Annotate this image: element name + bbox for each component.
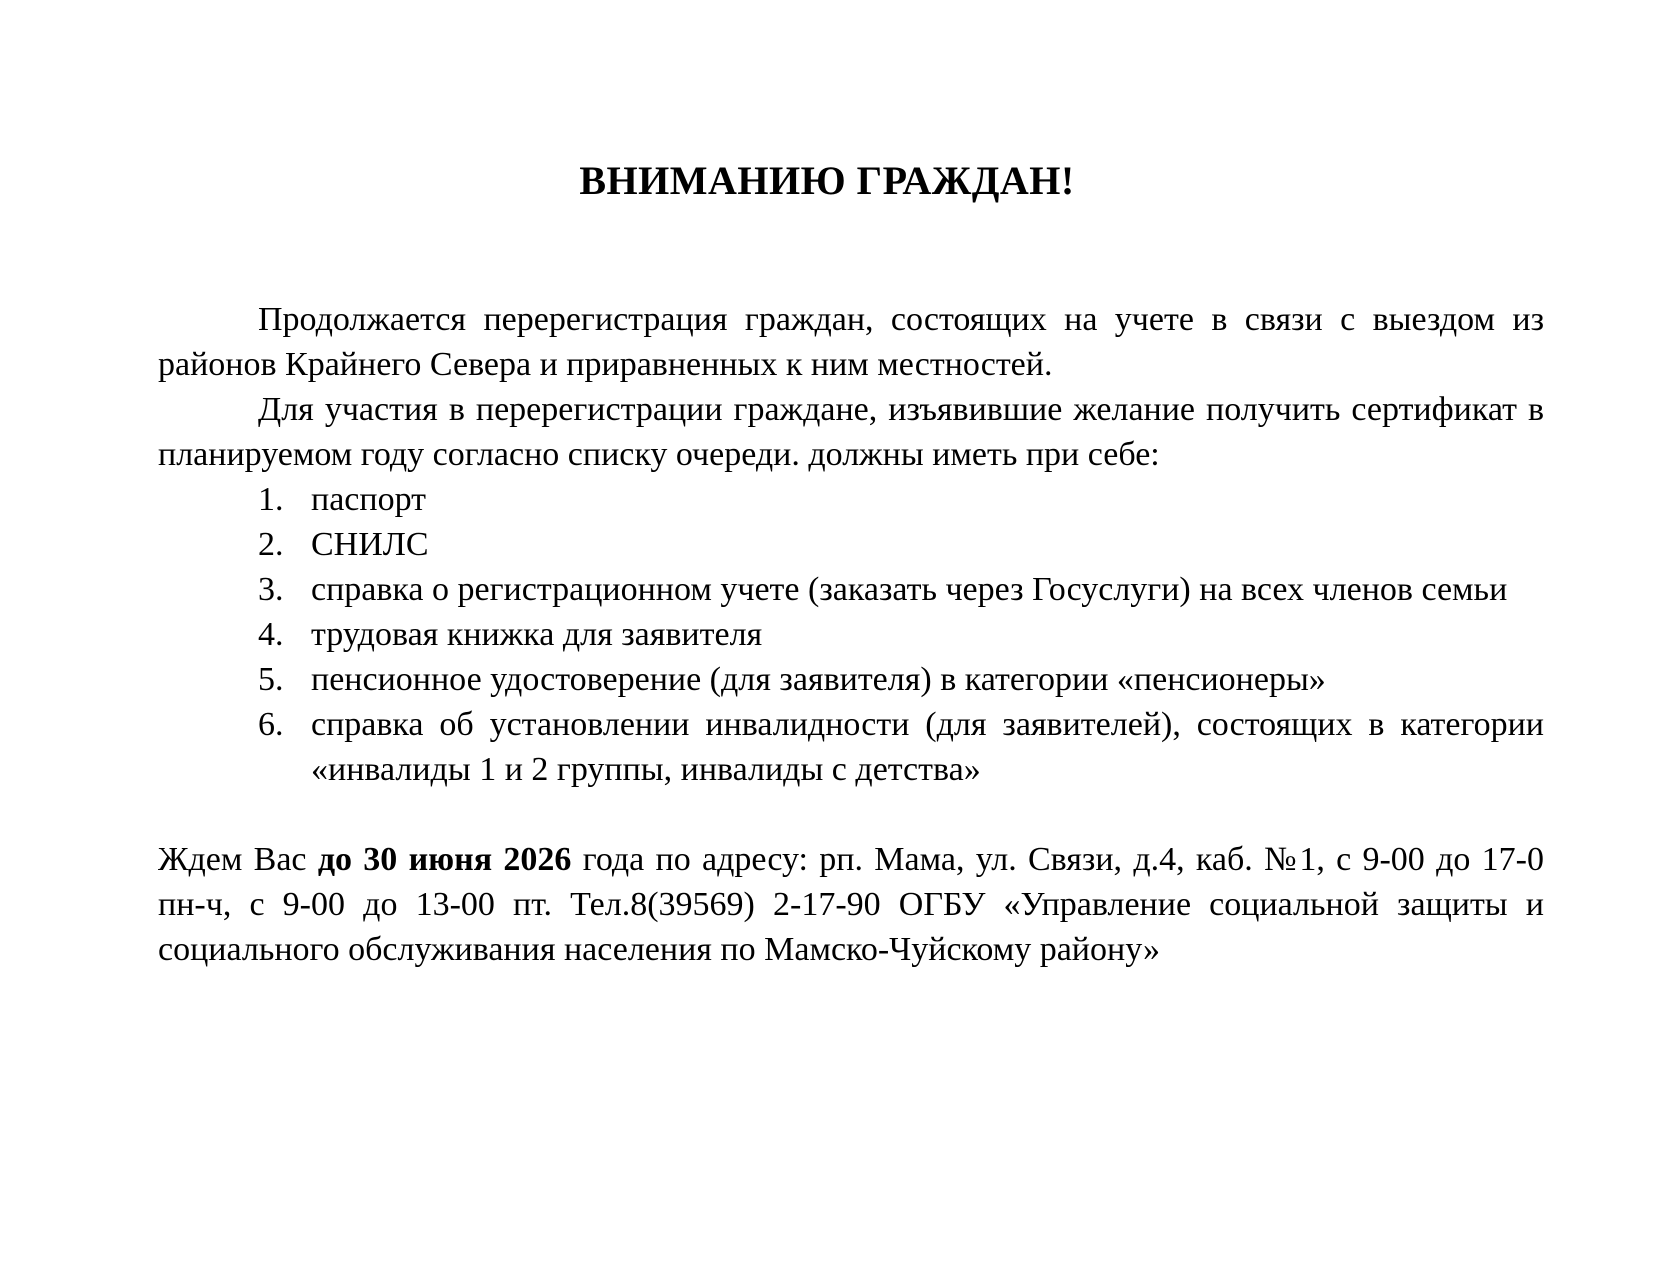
list-item-number: 3. <box>258 571 284 608</box>
list-item <box>158 567 1544 612</box>
deadline-date: до 30 июня 2026 <box>317 841 572 878</box>
contact-paragraph <box>158 837 1544 972</box>
list-item-number: 2. <box>258 526 284 563</box>
requirements-paragraph: Для участия в перерегистрации граждане, изъявившие желание получить сертификат в планируемом году согласно списку очереди. должны иметь при себе: <box>158 391 1544 473</box>
documents-list <box>158 477 1544 792</box>
list-item <box>158 702 1544 792</box>
reregistration-paragraph: Продолжается перерегистрация граждан, состоящих на учете в связи с выездом из районов Крайнего Севера и приравненных к ним местностей. <box>158 301 1544 383</box>
list-item-text: справка об установлении инвалидности (для заявителей), состоящих в категории «инвалиды 1 и 2 группы, инвалиды с детства» <box>311 706 1544 788</box>
list-item <box>158 657 1544 702</box>
list-item-number: 4. <box>258 616 284 653</box>
list-item-text: паспорт <box>311 481 426 518</box>
list-item-text: справка о регистрационном учете (заказать через Госуслуги) на всех членов семьи <box>311 571 1508 608</box>
list-item-text: пенсионное удостоверение (для заявителя) в категории «пенсионеры» <box>311 661 1326 698</box>
list-item-number: 6. <box>258 706 284 743</box>
notice-body <box>158 297 1544 972</box>
list-item <box>158 522 1544 567</box>
notice-title: ВНИМАНИЮ ГРАЖДАН! <box>579 158 1075 203</box>
list-item-number: 5. <box>258 661 284 698</box>
contact-details: года по адресу: рп. Мама, ул. Связи, д.4, каб. №1, с 9-00 до 17-0 пн-ч, с 9-00 до 13-00 пт. Тел.8(39569) 2-17-90 ОГБУ «Управление социальной защиты и социального обслуживания населения по Мамско-Чуйскому району» <box>158 841 1545 968</box>
list-item <box>158 612 1544 657</box>
list-item-text: СНИЛС <box>311 526 429 563</box>
list-item-number: 1. <box>258 481 284 518</box>
contact-prefix: Ждем Вас <box>158 841 318 878</box>
list-item-text: трудовая книжка для заявителя <box>311 616 763 653</box>
list-item <box>158 477 1544 522</box>
